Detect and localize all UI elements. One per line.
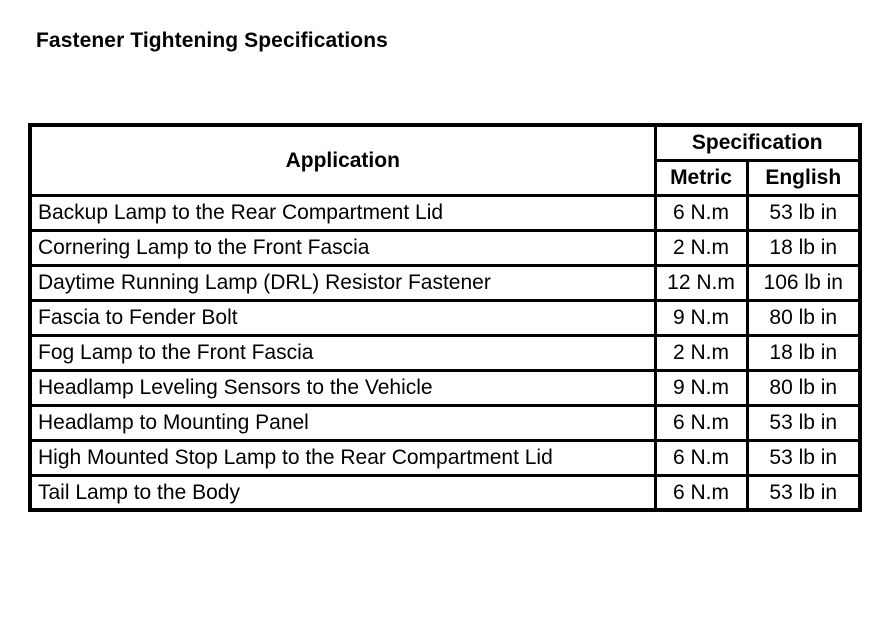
cell-metric: 9 N.m — [655, 370, 747, 405]
cell-application: Headlamp to Mounting Panel — [30, 405, 655, 440]
header-metric: Metric — [655, 160, 747, 195]
table-row — [30, 230, 860, 265]
page-title: Fastener Tightening Specifications — [36, 29, 388, 52]
header-row — [30, 125, 860, 160]
cell-application: High Mounted Stop Lamp to the Rear Compartment Lid — [30, 440, 655, 475]
cell-metric: 6 N.m — [655, 405, 747, 440]
table-row — [30, 370, 860, 405]
cell-english: 80 lb in — [747, 370, 860, 405]
cell-application: Daytime Running Lamp (DRL) Resistor Fastener — [30, 265, 655, 300]
cell-application: Cornering Lamp to the Front Fascia — [30, 230, 655, 265]
cell-application: Backup Lamp to the Rear Compartment Lid — [30, 195, 655, 230]
cell-english: 53 lb in — [747, 405, 860, 440]
specifications-table — [28, 123, 862, 512]
table-row — [30, 335, 860, 370]
table-row — [30, 405, 860, 440]
cell-application: Fascia to Fender Bolt — [30, 300, 655, 335]
cell-application: Tail Lamp to the Body — [30, 475, 655, 510]
cell-english: 18 lb in — [747, 335, 860, 370]
header-application: Application — [30, 125, 655, 195]
cell-metric: 9 N.m — [655, 300, 747, 335]
table-row — [30, 440, 860, 475]
cell-english: 18 lb in — [747, 230, 860, 265]
cell-english: 53 lb in — [747, 440, 860, 475]
table-row — [30, 265, 860, 300]
cell-metric: 2 N.m — [655, 335, 747, 370]
table-row — [30, 300, 860, 335]
cell-english: 80 lb in — [747, 300, 860, 335]
cell-english: 53 lb in — [747, 195, 860, 230]
header-specification: Specification — [655, 125, 860, 160]
cell-metric: 6 N.m — [655, 475, 747, 510]
cell-english: 53 lb in — [747, 475, 860, 510]
cell-application: Fog Lamp to the Front Fascia — [30, 335, 655, 370]
table-row — [30, 475, 860, 510]
cell-metric: 6 N.m — [655, 195, 747, 230]
cell-english: 106 lb in — [747, 265, 860, 300]
table-row — [30, 195, 860, 230]
cell-metric: 2 N.m — [655, 230, 747, 265]
cell-application: Headlamp Leveling Sensors to the Vehicle — [30, 370, 655, 405]
cell-metric: 6 N.m — [655, 440, 747, 475]
header-english: English — [747, 160, 860, 195]
cell-metric: 12 N.m — [655, 265, 747, 300]
